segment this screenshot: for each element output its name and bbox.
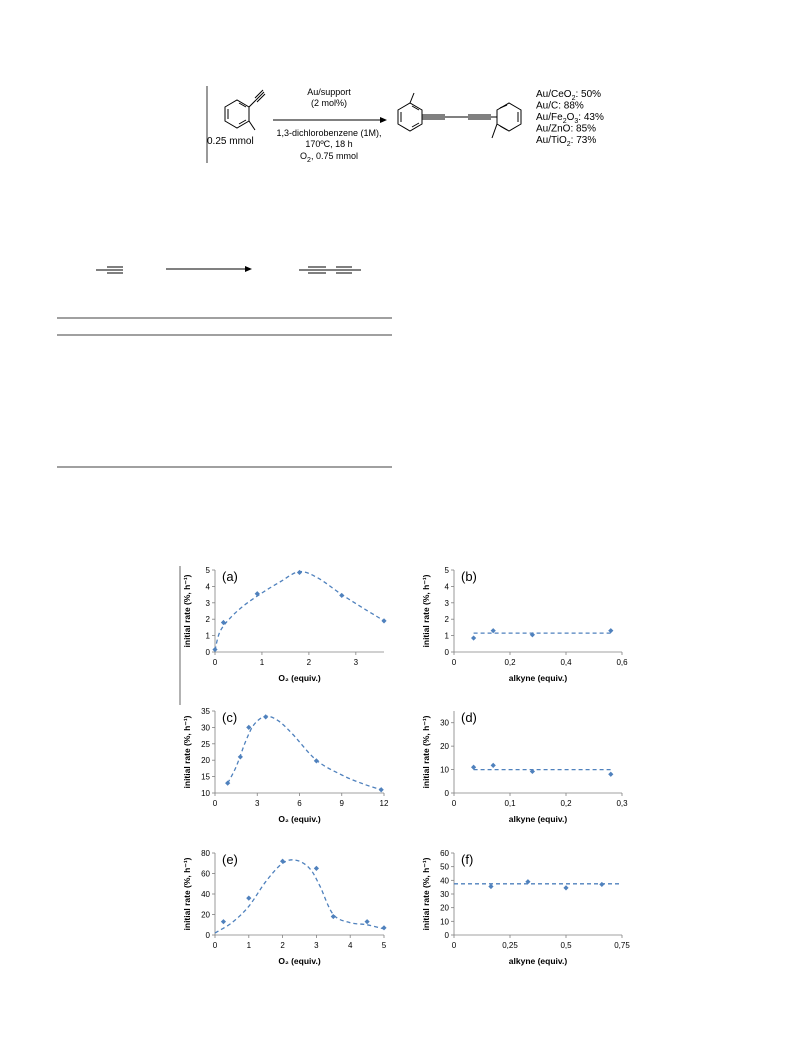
y-tick-label: 15 [201,772,210,782]
x-axis-label: O₂ (equiv.) [278,956,321,966]
x-tick-label: 3 [255,799,260,808]
y-tick-label: 3 [444,598,449,608]
data-point [246,896,251,901]
x-tick-label: 0,3 [616,799,628,808]
x-tick-label: 0,25 [502,941,518,950]
panel-label: (b) [461,569,477,584]
panel-label: (e) [222,852,238,867]
conditions-line2: 170ºC, 18 h [305,139,353,149]
y-tick-label: 25 [201,739,210,749]
y-tick-label: 30 [440,890,449,899]
y-tick-label: 4 [205,582,210,592]
y-tick-label: 20 [201,910,210,920]
panel-label: (d) [461,710,477,725]
y-tick-label: 40 [440,876,449,886]
data-point [381,618,386,623]
x-tick-label: 3 [314,941,319,950]
x-tick-label: 1 [259,658,265,667]
y-tick-label: 0 [444,789,449,798]
oxygen-subscript: 2 [307,157,311,164]
data-point [263,714,268,719]
x-tick-label: 0 [212,941,218,950]
chart-layer [182,566,630,966]
panel-label: (a) [222,569,238,584]
y-axis-label: initial rate (%, h⁻¹) [421,574,431,648]
chart-panel-5 [182,849,387,966]
data-point [365,919,370,924]
x-axis-label: O₂ (equiv.) [278,673,321,683]
y-tick-label: 10 [440,917,449,927]
catalyst-line2: (2 mol%) [310,98,348,108]
y-tick-label: 50 [440,862,449,872]
data-point [238,754,243,759]
fit-curve [215,860,384,933]
x-tick-label: 5 [381,941,387,950]
x-tick-label: 0,5 [560,941,572,950]
x-axis-label: alkyne (equiv.) [508,956,568,966]
y-tick-label: 10 [440,765,449,775]
data-point [225,781,230,786]
chart-panel-6 [421,849,630,966]
reactant-amount: 0.25 mmol [207,136,254,147]
chart-panel-2 [421,566,628,683]
data-point [471,635,476,640]
x-tick-label: 0 [451,799,457,808]
yield-text: Au/TiO [536,135,567,146]
yield-text: 2 [562,118,567,125]
yield-text: 3 [574,118,579,125]
y-tick-label: 1 [444,631,449,641]
chart-panel-1 [182,566,387,683]
y-tick-label: 4 [444,582,449,592]
conditions-line1: 1,3-dichlorobenzene (1M), [276,128,382,138]
yield-text: : 73% [570,135,597,146]
y-tick-label: 10 [201,789,210,798]
x-tick-label: 0,1 [504,799,516,808]
chart-panel-4 [421,710,628,824]
x-tick-label: 6 [297,799,302,808]
data-point [563,885,568,890]
y-tick-label: 20 [201,756,210,766]
y-tick-label: 0 [444,931,449,940]
x-tick-label: 0,4 [560,658,572,667]
x-axis-label: alkyne (equiv.) [508,814,568,824]
x-tick-label: 0 [451,658,457,667]
y-axis-label: initial rate (%, h⁻¹) [182,574,192,648]
x-tick-label: 0 [451,941,457,950]
x-tick-label: 0,75 [614,941,630,950]
x-axis-label: O₂ (equiv.) [278,814,321,824]
y-tick-label: 80 [201,849,210,858]
x-axis-label: alkyne (equiv.) [508,673,568,683]
x-tick-label: 3 [353,658,359,667]
y-tick-label: 0 [205,648,210,657]
y-tick-label: 40 [201,890,210,899]
y-axis-label: initial rate (%, h⁻¹) [182,857,192,931]
x-tick-label: 4 [347,941,353,950]
y-tick-label: 35 [201,707,210,716]
x-tick-label: 2 [306,658,312,667]
y-tick-label: 60 [440,849,449,858]
x-tick-label: 0,2 [504,658,516,667]
y-tick-label: 30 [201,723,210,733]
yield-text: Au/C: 88% [536,100,584,112]
x-tick-label: 0,6 [616,658,628,667]
data-point [488,884,493,889]
y-tick-label: 20 [440,903,449,913]
data-point [608,772,613,777]
y-tick-label: 1 [205,631,210,641]
y-tick-label: 2 [444,615,449,625]
data-point [331,914,336,919]
data-point [280,859,285,864]
yield-text: Au/Fe [536,112,563,123]
data-point [221,919,226,924]
x-tick-label: 0 [212,799,218,808]
y-tick-label: 0 [205,931,210,940]
data-point [314,758,319,763]
yield-text: 2 [566,141,571,148]
yield-text: Au/ZnO: 85% [536,123,597,135]
yield-text: : 50% [575,89,602,100]
x-tick-label: 0,2 [560,799,572,808]
data-point [297,570,302,575]
data-point [339,593,344,598]
x-tick-label: 12 [379,799,389,808]
y-tick-label: 3 [205,598,210,608]
y-axis-label: initial rate (%, h⁻¹) [182,715,192,789]
oxygen-amount: , 0.75 mmol [310,151,358,161]
x-tick-label: 0 [212,658,218,667]
yield-text: O [566,112,575,123]
data-point [379,787,384,792]
oxygen-symbol: O [300,151,308,161]
y-axis-label: initial rate (%, h⁻¹) [421,857,431,931]
y-tick-label: 60 [201,869,210,879]
y-tick-label: 30 [440,718,449,728]
y-tick-label: 0 [444,648,449,657]
y-tick-label: 2 [205,615,210,625]
catalyst-line1: Au/support [307,87,351,97]
data-point [314,866,319,871]
y-axis-label: initial rate (%, h⁻¹) [421,715,431,789]
y-tick-label: 5 [444,566,449,575]
x-tick-label: 9 [339,799,344,808]
y-tick-label: 5 [205,566,210,575]
fit-curve [215,572,384,651]
data-point [599,882,604,887]
x-tick-label: 1 [246,941,252,950]
panel-label: (f) [461,852,474,867]
yield-text: Au/CeO [536,89,572,100]
yield-text: 2 [571,95,576,102]
data-point [212,647,217,652]
y-tick-label: 20 [440,742,449,752]
data-point [491,763,496,768]
yield-text: : 43% [578,112,604,123]
panel-label: (c) [222,710,238,725]
chart-panel-3 [182,707,389,824]
data-point [381,925,386,930]
x-tick-label: 2 [280,941,285,950]
